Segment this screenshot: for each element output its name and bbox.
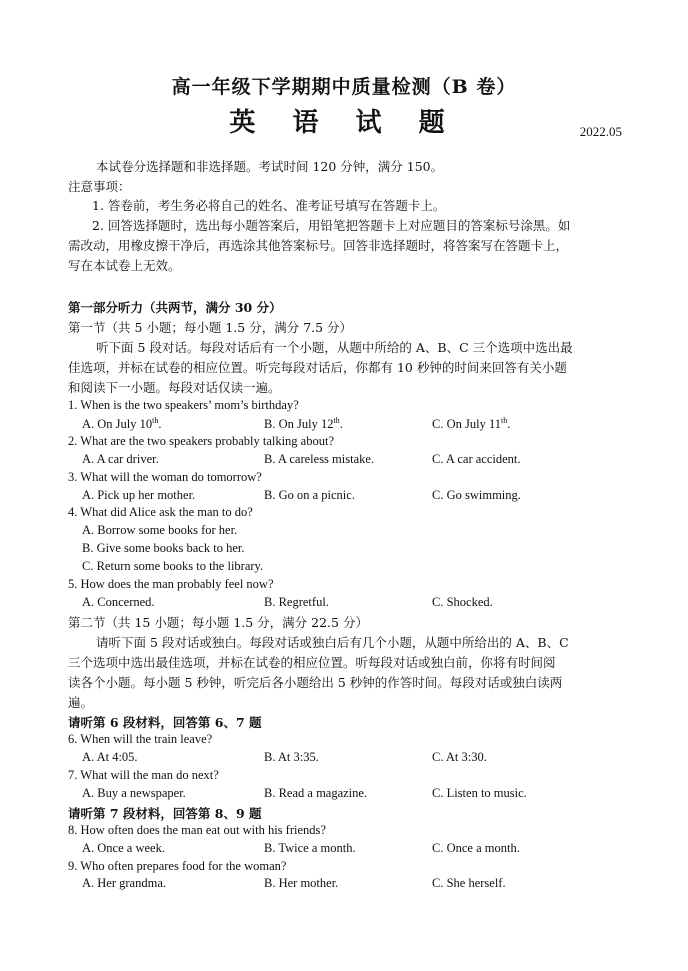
q5-option-b: B. Regretful. (264, 595, 329, 609)
question-9: 9. Who often prepares food for the woman? (68, 859, 287, 873)
exam-date: 2022.05 (579, 124, 622, 139)
subject-title: 英 语 试 题 (229, 108, 459, 138)
question-7: 7. What will the man do next? (68, 768, 219, 782)
q4-option-c: C. Return some books to the library. (82, 559, 264, 573)
material-6-heading: 请听第 6 段材料，回答第 6、7 题 (68, 715, 262, 730)
section2-instruction-cont: 三个选项中选出最佳选项，并标在试卷的相应位置。听每段对话或独白前，你将有时间阅 (68, 655, 556, 670)
section1-heading: 第一节（共 5 小题；每小题 1.5 分，满分 7.5 分） (68, 320, 353, 335)
part1-heading: 第一部分听力（共两节，满分 30 分） (68, 300, 282, 315)
section2-instruction: 请听下面 5 段对话或独白。每段对话或独白后有几个小题，从题中所给出的 A、B、C (96, 635, 569, 650)
question-2: 2. What are the two speakers probably talking about? (68, 434, 335, 448)
q3-option-c: C. Go swimming. (432, 488, 521, 502)
q1-option-b: B. On July 12th. (264, 416, 343, 432)
notice-item-2: 2. 回答选择题时，选出每小题答案后，用铅笔把答题卡上对应题目的答案标号涂黑。如 (92, 218, 571, 233)
q9-option-c: C. She herself. (432, 876, 506, 890)
q8-option-b: B. Twice a month. (264, 841, 356, 855)
q5-option-c: C. Shocked. (432, 595, 493, 609)
q2-option-a: A. A car driver. (82, 452, 159, 466)
q7-option-b: B. Read a magazine. (264, 786, 368, 800)
q7-option-a: A. Buy a newspaper. (82, 786, 186, 800)
exam-title: 高一年级下学期期中质量检测（B 卷） (171, 76, 517, 98)
q5-option-a: A. Concerned. (82, 595, 155, 609)
section1-instruction: 听下面 5 段对话。每段对话后有一个小题，从题中所给的 A、B、C 三个选项中选出最 (96, 340, 573, 355)
section1-instruction-cont: 佳选项，并标在试卷的相应位置。听完每段对话后，你都有 10 秒钟的时间来回答有关小题 (68, 360, 567, 375)
q1-option-a: A. On July 10th. (82, 416, 162, 432)
q4-option-a: A. Borrow some books for her. (82, 523, 238, 537)
q7-option-c: C. Listen to music. (432, 786, 527, 800)
q4-option-b: B. Give some books back to her. (82, 541, 245, 555)
question-3: 3. What will the woman do tomorrow? (68, 470, 262, 484)
q2-option-c: C. A car accident. (432, 452, 521, 466)
notice-item-2-end: 写在本试卷上无效。 (68, 258, 181, 273)
q3-option-a: A. Pick up her mother. (82, 488, 196, 502)
section2-instruction-cont2: 读各个小题。每小题 5 秒钟，听完后各小题给出 5 秒钟的作答时间。每段对话或独白读两 (68, 675, 563, 690)
question-8: 8. How often does the man eat out with his friends? (68, 823, 326, 837)
q3-option-b: B. Go on a picnic. (264, 488, 355, 502)
section2-instruction-end: 遍。 (68, 695, 94, 710)
q8-option-a: A. Once a week. (82, 841, 165, 855)
q6-option-a: A. At 4:05. (82, 750, 138, 764)
q6-option-c: C. At 3:30. (432, 750, 487, 764)
q1-option-c: C. On July 11th. (432, 416, 511, 432)
q2-option-b: B. A careless mistake. (264, 452, 375, 466)
q6-option-b: B. At 3:35. (264, 750, 319, 764)
question-6: 6. When will the train leave? (68, 732, 213, 746)
intro-line: 本试卷分选择题和非选择题。考试时间 120 分钟，满分 150。 (96, 159, 444, 174)
question-1: 1. When is the two speakers’ mom’s birthday? (68, 398, 299, 412)
q8-option-c: C. Once a month. (432, 841, 520, 855)
notice-item-1: 1. 答卷前，考生务必将自己的姓名、准考证号填写在答题卡上。 (92, 198, 446, 213)
section2-heading: 第二节（共 15 小题；每小题 1.5 分，满分 22.5 分） (68, 615, 368, 630)
notice-label: 注意事项： (68, 179, 131, 194)
q9-option-b: B. Her mother. (264, 876, 339, 890)
section1-instruction-end: 和阅读下一小题。每段对话仅读一遍。 (68, 380, 281, 395)
q9-option-a: A. Her grandma. (82, 876, 166, 890)
material-7-heading: 请听第 7 段材料，回答第 8、9 题 (68, 806, 262, 821)
question-4: 4. What did Alice ask the man to do? (68, 505, 253, 519)
question-5: 5. How does the man probably feel now? (68, 577, 274, 591)
notice-item-2-cont: 需改动，用橡皮擦干净后，再选涂其他答案标号。回答非选择题时，将答案写在答题卡上， (68, 238, 569, 253)
